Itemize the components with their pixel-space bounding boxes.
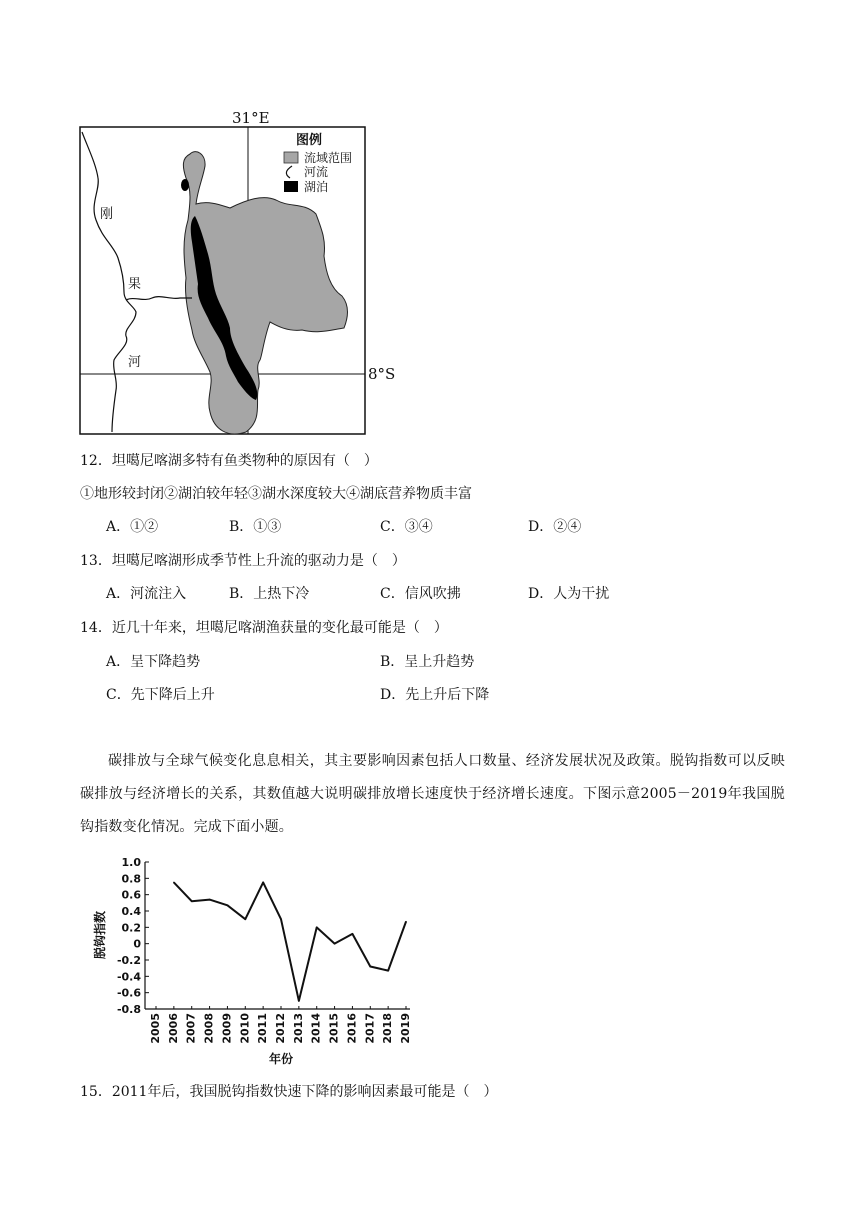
question-12-option-a[interactable]: A．①② bbox=[106, 519, 159, 535]
x-tick-label: 2018 bbox=[381, 1013, 395, 1044]
data-point bbox=[191, 900, 193, 902]
question-14-stem: 14．近几十年来，坦噶尼喀湖渔获量的变化最可能是（ ） bbox=[80, 620, 448, 636]
question-13-option-c[interactable]: C．信风吹拂 bbox=[380, 586, 461, 602]
x-tick-label: 2008 bbox=[202, 1013, 216, 1044]
data-point bbox=[316, 927, 318, 929]
x-tick-label: 2015 bbox=[327, 1013, 341, 1044]
y-tick-label: 0.8 bbox=[121, 872, 141, 886]
gray-fill-swatch bbox=[284, 152, 298, 163]
question-14-option-d[interactable]: D．先上升后下降 bbox=[380, 687, 490, 703]
x-tick-label: 2013 bbox=[291, 1013, 305, 1044]
y-tick-label: -0.6 bbox=[116, 986, 141, 1000]
x-tick-label: 2017 bbox=[363, 1013, 377, 1044]
question-13-option-a[interactable]: A．河流注入 bbox=[106, 586, 187, 602]
question-13-option-d[interactable]: D．人为干扰 bbox=[528, 586, 610, 602]
x-tick-label: 2019 bbox=[399, 1013, 412, 1044]
small-lake bbox=[181, 179, 189, 191]
y-axis-label: 脱钩指数 bbox=[93, 910, 107, 960]
question-13-option-b[interactable]: B．上热下冷 bbox=[229, 586, 310, 602]
legend-label-river: 河流 bbox=[304, 165, 329, 179]
x-tick-label: 2007 bbox=[184, 1013, 198, 1044]
x-tick-label: 2010 bbox=[238, 1013, 252, 1044]
question-14-option-a[interactable]: A．呈下降趋势 bbox=[106, 654, 201, 670]
series-line bbox=[174, 882, 406, 1000]
y-tick-label: 0.6 bbox=[121, 888, 141, 902]
data-point bbox=[244, 918, 246, 920]
data-point bbox=[387, 970, 389, 972]
data-point bbox=[369, 966, 371, 968]
passage bbox=[80, 745, 785, 844]
question-14-option-c[interactable]: C．先下降后上升 bbox=[106, 687, 215, 703]
question-12-option-c[interactable]: C．③④ bbox=[380, 519, 433, 535]
question-14-option-b[interactable]: B．呈上升趋势 bbox=[380, 654, 475, 670]
question-12-statements: ①地形较封闭②湖泊较年轻③湖水深度较大④湖底营养物质丰富 bbox=[80, 486, 472, 502]
y-tick-label: 1.0 bbox=[121, 856, 141, 869]
black-fill-swatch bbox=[284, 181, 298, 192]
data-point bbox=[352, 933, 354, 935]
x-tick-label: 2009 bbox=[220, 1013, 234, 1044]
question-15-stem: 15．2011年后，我国脱钩指数快速下降的影响因素最可能是（ ） bbox=[80, 1084, 498, 1100]
data-point bbox=[298, 1000, 300, 1002]
x-tick-label: 2016 bbox=[345, 1013, 359, 1044]
question-12-option-b[interactable]: B．①③ bbox=[229, 519, 282, 535]
x-tick-label: 2005 bbox=[149, 1013, 162, 1044]
y-tick-label: 0 bbox=[133, 937, 141, 951]
data-point bbox=[262, 882, 264, 884]
y-tick-label: 0.4 bbox=[121, 905, 141, 918]
x-tick-label: 2006 bbox=[166, 1013, 180, 1044]
longitude-label: 31°E bbox=[232, 109, 270, 127]
y-tick-label: -0.4 bbox=[116, 970, 141, 984]
river-char-3: 河 bbox=[128, 355, 142, 370]
legend-label-basin: 流域范围 bbox=[304, 151, 353, 165]
data-point bbox=[227, 904, 229, 906]
y-tick-label: -0.8 bbox=[116, 1003, 141, 1016]
legend-title: 图例 bbox=[296, 133, 323, 148]
question-12-stem: 12．坦噶尼喀湖多特有鱼类物种的原因有（ ） bbox=[80, 453, 378, 469]
y-tick-label: 0.2 bbox=[121, 921, 141, 935]
x-axis-label: 年份 bbox=[268, 1052, 294, 1066]
passage-text: 碳排放与全球气候变化息息相关，其主要影响因素包括人口数量、经济发展状况及政策。脱钩指数可以反映碳排放与经济增长的关系，其数值越大说明碳排放增长速度快于经济增长速度。下图示意2005－2019年我国脱钩指数变化情况。完成下面小题。 bbox=[80, 753, 785, 835]
data-point bbox=[173, 882, 175, 884]
y-tick-label: -0.2 bbox=[116, 954, 141, 967]
data-point bbox=[209, 899, 211, 901]
lake-tanganyika-map bbox=[78, 108, 398, 438]
x-tick-label: 2011 bbox=[256, 1013, 270, 1044]
latitude-label: 8°S bbox=[368, 365, 396, 383]
question-12-option-d[interactable]: D．②④ bbox=[528, 519, 582, 535]
data-point bbox=[334, 943, 336, 945]
river-char-2: 果 bbox=[128, 277, 142, 292]
question-13-stem: 13．坦噶尼喀湖形成季节性上升流的驱动力是（ ） bbox=[80, 553, 406, 569]
data-point bbox=[280, 918, 282, 920]
legend-label-lake: 湖泊 bbox=[304, 180, 329, 194]
data-point bbox=[405, 921, 407, 923]
decoupling-index-chart bbox=[88, 850, 418, 1075]
x-tick-label: 2014 bbox=[309, 1013, 323, 1044]
river-char-1: 刚 bbox=[100, 207, 114, 222]
x-tick-label: 2012 bbox=[274, 1013, 287, 1044]
